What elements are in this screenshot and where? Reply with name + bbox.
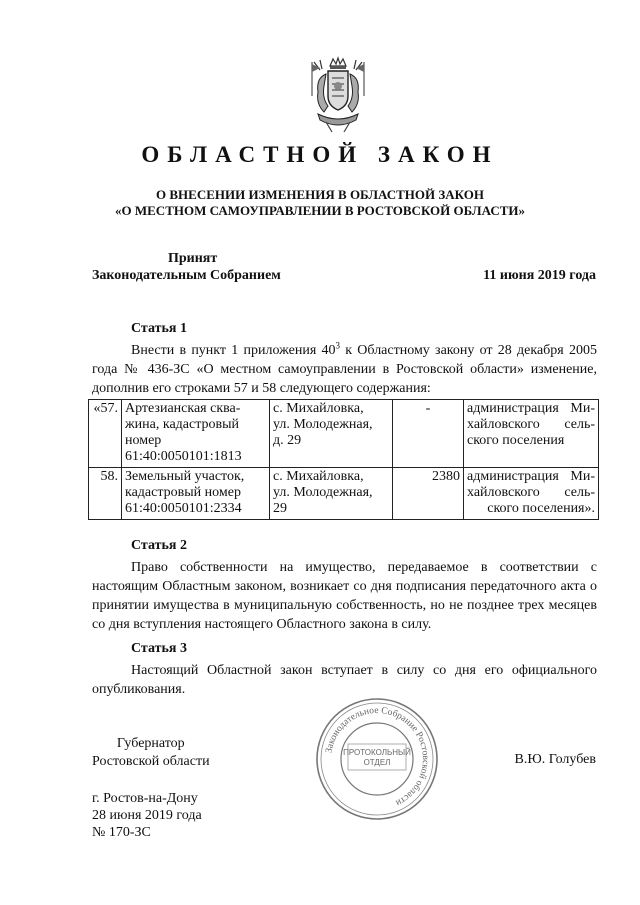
adopted-label: Принят <box>168 251 218 266</box>
law-subtitle-line2: «О МЕСТНОМ САМОУПРАВЛЕНИИ В РОСТОВСКОЙ ОБЛАСТИ» <box>115 203 525 218</box>
place-city: г. Ростов-на-Дону <box>92 791 198 806</box>
article-2-text: Право собственности на имущество, передаваемое в соответствии с настоящим Областным законом, возникает со дня подписания передаточного акта о принятии имущества в муниципальную собственность, но не позднее трех месяцев со дня вступления настоящего Областного закона в силу. <box>92 560 597 632</box>
line: администрация Ми- <box>467 469 595 484</box>
property-address <box>270 400 393 468</box>
stamp-center-line2: ОТДЕЛ <box>363 758 391 767</box>
article-3-text: Настоящий Областной закон вступает в силу со дня его официального опубликования. <box>92 663 597 697</box>
article-3-title: Статья 3 <box>131 641 187 656</box>
article-1-text <box>92 341 597 398</box>
signatory-role-line1: Губернатор <box>116 736 185 751</box>
law-subtitle-line1: О ВНЕСЕНИИ ИЗМЕНЕНИЯ В ОБЛАСТНОЙ ЗАКОН <box>156 187 484 202</box>
line: Земельный участок, <box>125 469 245 484</box>
line: 61:40:0050101:2334 <box>125 501 242 516</box>
property-area: 2380 <box>393 468 464 520</box>
article-1-text-part2: к Областному закону от 28 декабря 2005 года № 436-ЗС «О местном самоуправлении в Ростовской области» изменение, дополнив его строками 57 и 58 следующего содержания: <box>92 343 597 396</box>
adopted-date: 11 июня 2019 года <box>483 268 596 283</box>
line: администрация Ми- <box>467 401 595 416</box>
line: жина, кадастровый <box>125 417 240 432</box>
property-address <box>270 468 393 520</box>
article-1-title: Статья 1 <box>131 321 187 336</box>
line: с. Михайловка, <box>273 469 364 484</box>
table-row <box>89 468 599 520</box>
line: 29 <box>273 501 287 516</box>
property-owner <box>464 468 599 520</box>
place-date-number <box>92 790 202 841</box>
signatory-role <box>92 735 210 771</box>
round-seal-stamp <box>314 696 440 822</box>
property-area: - <box>393 400 464 468</box>
line: номер <box>125 433 162 448</box>
line: с. Михайловка, <box>273 401 364 416</box>
law-number: № 170-ЗС <box>92 825 151 840</box>
row-number: 58. <box>89 468 122 520</box>
property-owner <box>464 400 599 468</box>
line: ул. Молодежная, <box>273 485 373 500</box>
line: хайловского сель- <box>467 485 595 500</box>
law-subtitle <box>0 187 640 219</box>
coat-of-arms-emblem <box>306 56 370 134</box>
line: ского поселения». <box>487 501 595 516</box>
line: Артезианская сква- <box>125 401 241 416</box>
line: д. 29 <box>273 433 302 448</box>
signatory-role-line2: Ростовской области <box>92 754 210 769</box>
stamp-ring-textpath: Законодательное Собрание Ростовской области <box>324 705 431 808</box>
amendment-table <box>88 399 599 520</box>
row-number: «57. <box>89 400 122 468</box>
article-1-superscript: 3 <box>335 340 341 351</box>
property-name <box>122 468 270 520</box>
stamp-center-line1: ПРОТОКОЛЬНЫЙ <box>343 748 411 757</box>
table-row <box>89 400 599 468</box>
line: кадастровый номер <box>125 485 241 500</box>
line: ского поселения <box>467 433 565 448</box>
adopted-by: Законодательным Собранием <box>92 268 281 283</box>
line: хайловского сель- <box>467 417 595 432</box>
line: 61:40:0050101:1813 <box>125 449 242 464</box>
signatory-name: В.Ю. Голубев <box>514 752 596 767</box>
line: ул. Молодежная, <box>273 417 373 432</box>
law-title: ОБЛАСТНОЙ ЗАКОН <box>141 142 499 167</box>
place-date: 28 июня 2019 года <box>92 808 202 823</box>
property-name <box>122 400 270 468</box>
article-1-text-part1: Внести в пункт 1 приложения 40 <box>131 343 336 358</box>
article-2-title: Статья 2 <box>131 538 187 553</box>
